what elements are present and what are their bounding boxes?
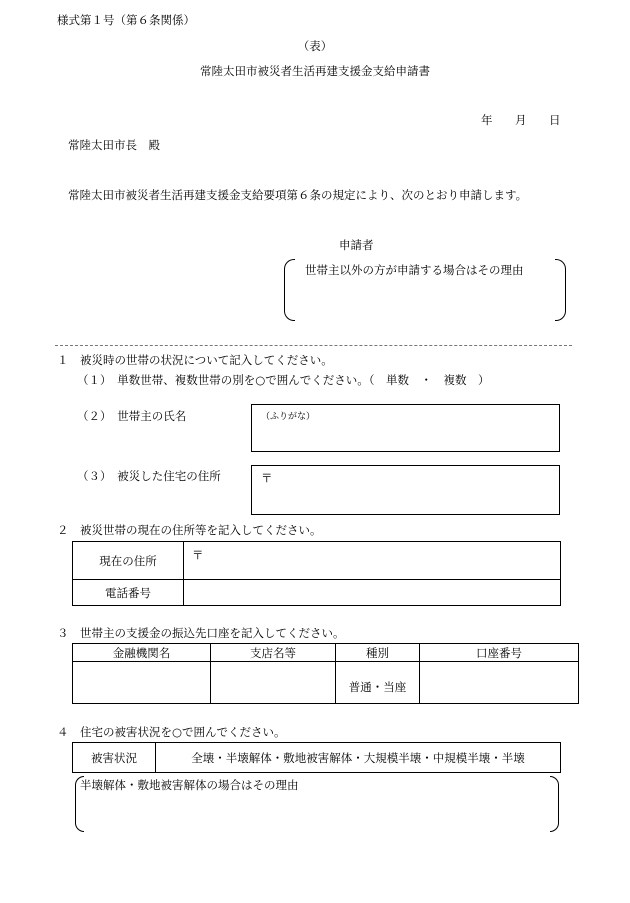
demolition-reason-label: 半壊解体・敷地被害解体の場合はその理由 xyxy=(80,778,299,792)
bank-account-table xyxy=(72,643,579,704)
demolition-bracket-right xyxy=(550,776,559,832)
furigana-label: （ふりがな） xyxy=(261,412,316,422)
section1-heading: １ 被災時の世帯の状況について記入してください。 xyxy=(57,353,333,367)
branch-header: 支店名等 xyxy=(211,644,336,662)
applicant-label: 申請者 xyxy=(339,238,374,252)
intro-text: 常陸太田市被災者生活再建支援金支給要項第６条の規定により、次のとおり申請します。 xyxy=(68,188,528,202)
bank-name-field[interactable] xyxy=(73,662,211,704)
branch-field[interactable] xyxy=(211,662,336,704)
current-address-field[interactable] xyxy=(184,542,561,580)
bank-name-header: 金融機関名 xyxy=(73,644,211,662)
damage-status-table xyxy=(72,742,561,773)
demolition-reason-field[interactable] xyxy=(85,795,545,827)
account-type-header: 種別 xyxy=(336,644,420,662)
damaged-address-label: （３） 被災した住宅の住所 xyxy=(77,469,221,483)
postal-mark: 〒 xyxy=(192,548,204,562)
dashed-divider xyxy=(55,345,572,346)
householder-name-label: （２） 世帯主の氏名 xyxy=(77,409,187,423)
section2-heading: ２ 被災世帯の現在の住所等を記入してください。 xyxy=(57,523,322,537)
current-address-table xyxy=(72,541,561,606)
postal-mark: 〒 xyxy=(261,471,273,485)
reason-bracket-left xyxy=(284,259,295,321)
applicant-reason-label: 世帯主以外の方が申請する場合はその理由 xyxy=(305,263,524,277)
date-year-label: 年 xyxy=(481,113,493,127)
side-label: （表） xyxy=(297,39,333,53)
account-number-header: 口座番号 xyxy=(420,644,579,662)
damage-status-options[interactable]: 全壊・半壊解体・敷地被害解体・大規模半壊・中規模半壊・半壊 xyxy=(156,743,561,773)
phone-field[interactable] xyxy=(184,580,561,606)
section3-heading: ３ 世帯主の支援金の振込先口座を記入してください。 xyxy=(57,626,345,640)
addressee: 常陸太田市長 殿 xyxy=(68,138,160,152)
phone-label: 電話番号 xyxy=(73,580,184,606)
date-month-label: 月 xyxy=(515,113,527,127)
applicant-reason-field[interactable] xyxy=(300,280,550,314)
form-number: 様式第１号（第６条関係） xyxy=(57,13,195,27)
section4-heading: ４ 住宅の被害状況を○で囲んでください。 xyxy=(57,725,286,739)
damage-status-label: 被害状況 xyxy=(73,743,156,773)
account-type-options[interactable]: 普通・当座 xyxy=(336,662,420,704)
account-number-field[interactable] xyxy=(420,662,579,704)
date-day-label: 日 xyxy=(549,113,561,127)
householder-name-field[interactable] xyxy=(251,404,560,452)
damaged-address-field[interactable] xyxy=(251,465,560,515)
household-type-question: （１） 単数世帯、複数世帯の別を○で囲んでください。（ 単数 ・ 複数 ） xyxy=(77,373,490,387)
reason-bracket-right xyxy=(555,259,566,321)
page-title: 常陸太田市被災者生活再建支援金支給申請書 xyxy=(200,64,430,78)
current-address-label: 現在の住所 xyxy=(73,542,184,580)
